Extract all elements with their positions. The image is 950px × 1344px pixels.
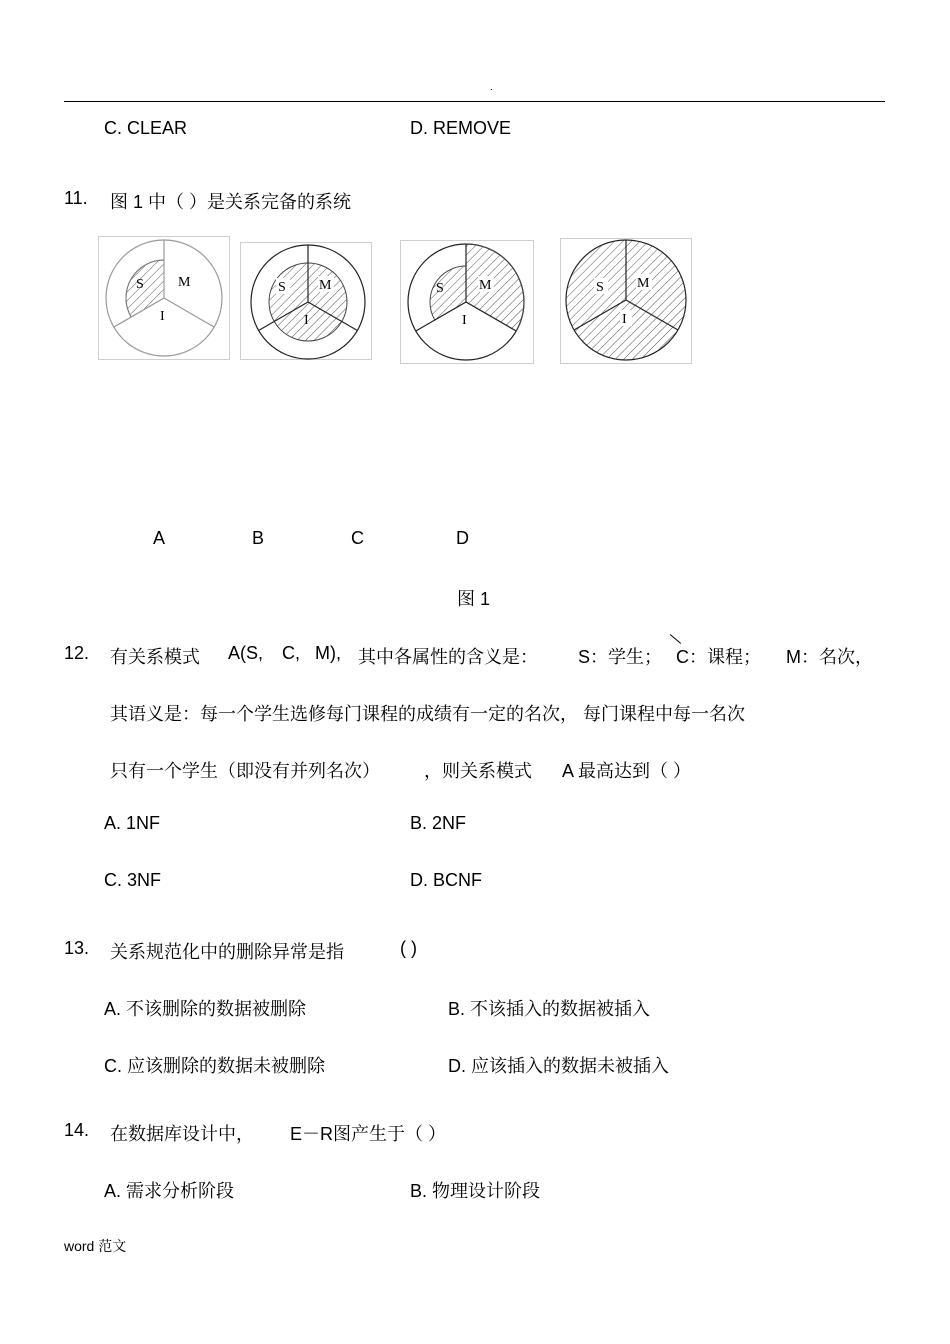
q12-line1-g: C：课程； <box>676 647 761 667</box>
figure-caption: 图 1 <box>457 589 491 609</box>
q11-option-letter-d: D <box>456 528 469 548</box>
label-m: M <box>319 278 332 293</box>
q13-option-a: A. 不该删除的数据被删除 <box>104 999 307 1019</box>
q12-line3-a: 只有一个学生（即没有并列名次） <box>110 761 380 781</box>
diagram-a <box>98 236 230 360</box>
label-s: S <box>596 280 604 295</box>
q14-stem-b: E－R图产生于（ ） <box>290 1124 447 1144</box>
header-rule <box>64 101 885 102</box>
q10-option-d: D. REMOVE <box>410 118 512 138</box>
q12-line3-c: A 最高达到（ ） <box>562 761 692 781</box>
label-s: S <box>436 281 444 296</box>
q14-option-a: A. 需求分析阶段 <box>104 1181 235 1201</box>
q12-line1-a: 有关系模式 <box>110 647 200 667</box>
q13-option-c: C. 应该删除的数据未被删除 <box>104 1056 325 1076</box>
label-i: I <box>462 313 467 328</box>
q13-stem: 关系规范化中的删除异常是指 <box>110 942 344 962</box>
q12-number: 12. <box>64 643 90 663</box>
label-m: M <box>178 275 191 290</box>
q13-number: 13. <box>64 938 90 958</box>
label-i: I <box>304 313 309 328</box>
diagram-d <box>560 236 692 364</box>
q12-line1-b: A(S, <box>228 643 264 663</box>
q12-option-b: B. 2NF <box>410 813 467 833</box>
diagram-c <box>400 236 534 364</box>
q12-line1-h: M：名次， <box>786 647 873 667</box>
header-mark: . <box>490 82 493 93</box>
q12-line2: 其语义是：每一个学生选修每门课程的成绩有一定的名次， 每门课程中每一名次 <box>110 704 745 724</box>
diagram-b <box>240 236 372 360</box>
q12-option-c: C. 3NF <box>104 870 162 890</box>
page-footer: word 范文 <box>64 1238 127 1254</box>
q12-line1-d: M), <box>315 643 341 663</box>
label-s: S <box>278 280 286 295</box>
q12-line3-b: ，则关系模式 <box>424 761 532 781</box>
q14-stem-a: 在数据库设计中， <box>110 1124 254 1144</box>
label-m: M <box>637 276 650 291</box>
q12-line1-e: 其中各属性的含义是： <box>358 647 538 667</box>
q12-line1-f: S：学生； <box>578 647 663 667</box>
q12-option-d: D. BCNF <box>410 870 482 890</box>
q11-stem: 图 1 中（ ）是关系完备的系统 <box>110 192 352 212</box>
q10-option-c: C. CLEAR <box>104 118 188 138</box>
q14-option-b: B. 物理设计阶段 <box>410 1181 541 1201</box>
label-s: S <box>136 277 144 292</box>
q14-number: 14. <box>64 1120 90 1140</box>
q13-option-b: B. 不该插入的数据被插入 <box>448 999 651 1019</box>
label-i: I <box>622 312 627 327</box>
q11-option-letter-b: B <box>252 528 265 548</box>
label-i: I <box>160 309 165 324</box>
label-m: M <box>479 278 492 293</box>
q12-option-a: A. 1NF <box>104 813 161 833</box>
q11-option-letter-c: C <box>351 528 364 548</box>
q13-paren: ( ) <box>400 938 417 958</box>
q11-number: 11. <box>64 188 88 208</box>
q13-option-d: D. 应该插入的数据未被插入 <box>448 1056 669 1076</box>
q12-line1-c: C, <box>282 643 300 663</box>
q11-option-letter-a: A <box>153 528 166 548</box>
